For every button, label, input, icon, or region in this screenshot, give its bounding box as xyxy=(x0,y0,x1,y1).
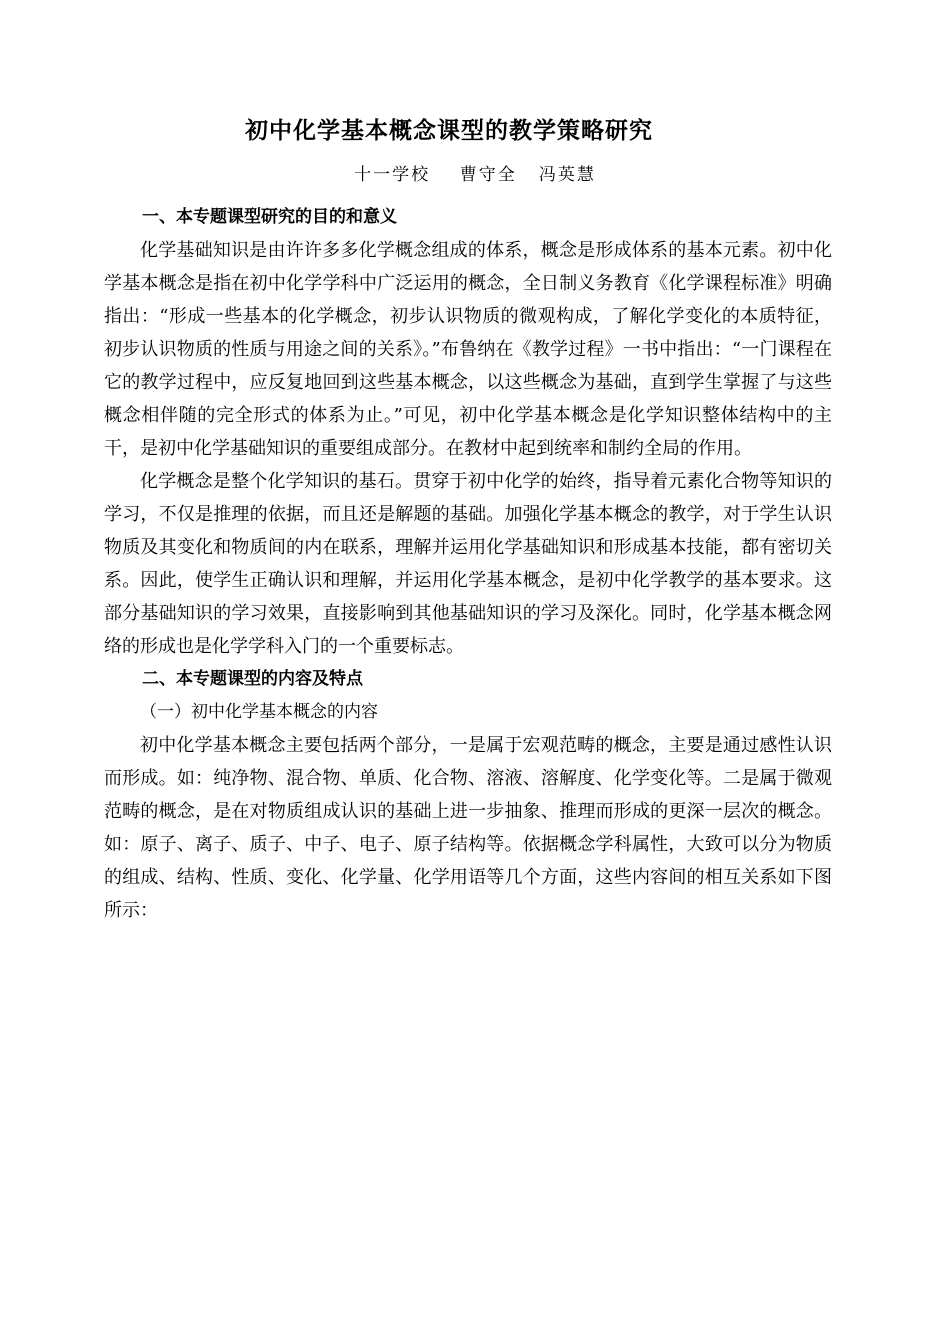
section-1-paragraph-2: 化学概念是整个化学知识的基石。贯穿于初中化学的始终，指导着元素化合物等知识的学习，不仅是推理的依据，而且还是解题的基础。加强化学基本概念的教学，对于学生认识物质及其变化和物质间的内在联系，理解并运用化学基础知识和形成基本技能，都有密切关系。因此，使学生正确认识和理解，并运用化学基本概念，是初中化学教学的基本要求。这部分基础知识的学习效果，直接影响到其他基础知识的学习及深化。同时，化学基本概念网络的形成也是化学学科入门的一个重要标志。 xyxy=(104,471,832,657)
section-1-paragraph-1: 化学基础知识是由许许多多化学概念组成的体系，概念是形成体系的基本元素。初中化学基本概念是指在初中化学学科中广泛运用的概念，全日制义务教育《化学课程标准》明确指出：“形成一些基本的化学概念，初步认识物质的微观构成，了解化学变化的本质特征，初步认识物质的性质与用途之间的关系》。”布鲁纳在《教学过程》一书中指出：“一门课程在它的教学过程中，应反复地回到这些基本概念，以这些概念为基础，直到学生掌握了与这些概念相伴随的完全形式的体系为止。”可见，初中化学基本概念是化学知识整体结构中的主干，是初中化学基础知识的重要组成部分。在教材中起到统率和制约全局的作用。 xyxy=(104,240,832,459)
section-heading-1: 一、本专题课型研究的目的和意义 xyxy=(142,207,397,227)
section-2-subheading-1: （一）初中化学基本概念的内容 xyxy=(140,702,378,722)
section-2-paragraph-1: 初中化学基本概念主要包括两个部分，一是属于宏观范畴的概念，主要是通过感性认识而形成。如：纯净物、混合物、单质、化合物、溶液、溶解度、化学变化等。二是属于微观范畴的概念，是在对物质组成认识的基础上进一步抽象、推理而形成的更深一层次的概念。如：原子、离子、质子、中子、电子、原子结构等。依据概念学科属性，大致可以分为物质的组成、结构、性质、变化、化学量、化学用语等几个方面，这些内容间的相互关系如下图所示： xyxy=(104,735,832,921)
document-authors: 十一学校 曹守全 冯英慧 xyxy=(354,165,596,185)
document-body xyxy=(104,201,832,927)
section-heading-2: 二、本专题课型的内容及特点 xyxy=(142,669,363,689)
document-title: 初中化学基本概念课型的教学策略研究 xyxy=(245,117,653,144)
